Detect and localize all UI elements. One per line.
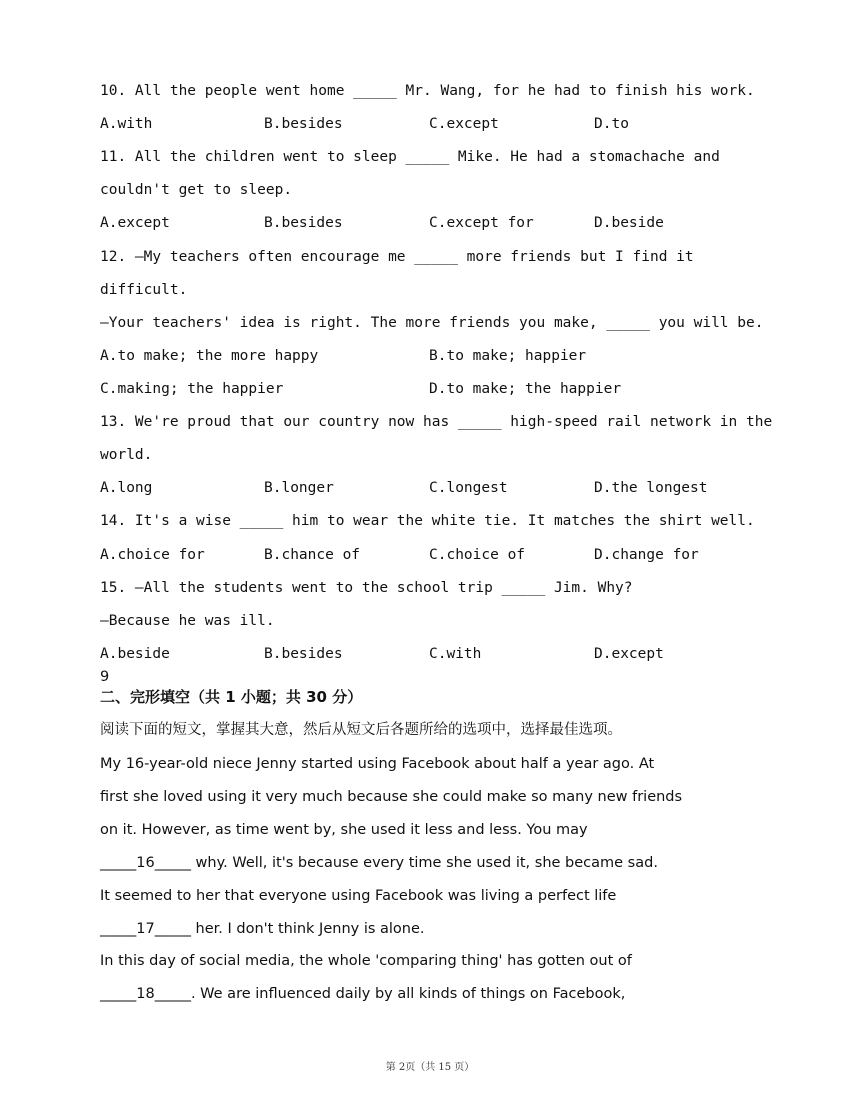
- passage-line: In this day of social media, the whole 'comparing thing' has gotten out of: [100, 953, 632, 969]
- option-a: A.except: [100, 215, 170, 231]
- question-12-stem-line3: —Your teachers' idea is right. The more friends you make, _____ you will be.: [100, 315, 764, 331]
- option-c: C.longest: [429, 480, 508, 496]
- option-b: B.longer: [264, 480, 334, 496]
- question-12-options-row1: [100, 346, 760, 366]
- question-13-options: [100, 478, 760, 498]
- option-a: A.to make; the more happy: [100, 348, 319, 364]
- stray-mark: 9: [100, 669, 110, 685]
- option-d: D.to: [594, 116, 629, 132]
- option-c: C.choice of: [429, 547, 526, 563]
- option-a: A.with: [100, 116, 153, 132]
- option-d: D.to make; the happier: [429, 381, 622, 397]
- passage-line: on it. However, as time went by, she used it less and less. You may: [100, 822, 588, 838]
- option-a: A.long: [100, 480, 153, 496]
- option-b: B.besides: [264, 116, 343, 132]
- passage-line: It seemed to her that everyone using Facebook was living a perfect life: [100, 888, 617, 904]
- option-c: C.with: [429, 646, 482, 662]
- page-footer: 第 2页（共 15 页）: [385, 1062, 475, 1073]
- passage-line: My 16-year-old niece Jenny started using Facebook about half a year ago. At: [100, 756, 655, 772]
- question-10-stem: 10. All the people went home _____ Mr. Wang, for he had to finish his work.: [100, 83, 755, 99]
- option-d: D.change for: [594, 547, 699, 563]
- question-15-stem-line2: —Because he was ill.: [100, 613, 275, 629]
- question-11-options: [100, 213, 760, 233]
- question-15-stem-line1: 15. —All the students went to the school trip _____ Jim. Why?: [100, 580, 633, 596]
- option-d: D.the longest: [594, 480, 708, 496]
- section-instruction: 阅读下面的短文，掌握其大意，然后从短文后各题所给的选项中，选择最佳选项。: [100, 722, 622, 738]
- question-10-options: [100, 114, 760, 134]
- passage-line: _____17_____ her. I don't think Jenny is alone.: [100, 921, 425, 937]
- question-12-stem-line1: 12. —My teachers often encourage me _____ more friends but I find it: [100, 249, 694, 265]
- passage-line: _____18_____. We are influenced daily by all kinds of things on Facebook,: [100, 986, 626, 1002]
- option-b: B.chance of: [264, 547, 361, 563]
- question-14-stem: 14. It's a wise _____ him to wear the white tie. It matches the shirt well.: [100, 513, 755, 529]
- question-14-options: [100, 545, 760, 565]
- option-a: A.choice for: [100, 547, 205, 563]
- option-a: A.beside: [100, 646, 170, 662]
- passage-line: first she loved using it very much because she could make so many new friends: [100, 789, 683, 805]
- option-c: C.except: [429, 116, 499, 132]
- question-11-stem-line1: 11. All the children went to sleep _____ Mike. He had a stomachache and: [100, 149, 720, 165]
- question-12-stem-line2: difficult.: [100, 282, 188, 298]
- option-c: C.except for: [429, 215, 534, 231]
- option-c: C.making; the happier: [100, 381, 284, 397]
- passage-line: _____16_____ why. Well, it's because every time she used it, she became sad.: [100, 855, 658, 871]
- question-12-options-row2: [100, 379, 760, 399]
- question-11-stem-line2: couldn't get to sleep.: [100, 182, 293, 198]
- option-b: B.besides: [264, 646, 343, 662]
- question-13-stem-line1: 13. We're proud that our country now has _____ high-speed rail network in the: [100, 414, 773, 430]
- option-b: B.besides: [264, 215, 343, 231]
- section-heading: 二、完形填空（共 1 小题；共 30 分）: [100, 688, 363, 706]
- question-13-stem-line2: world.: [100, 447, 153, 463]
- question-15-options: [100, 644, 760, 664]
- option-d: D.beside: [594, 215, 664, 231]
- option-b: B.to make; happier: [429, 348, 587, 364]
- option-d: D.except: [594, 646, 664, 662]
